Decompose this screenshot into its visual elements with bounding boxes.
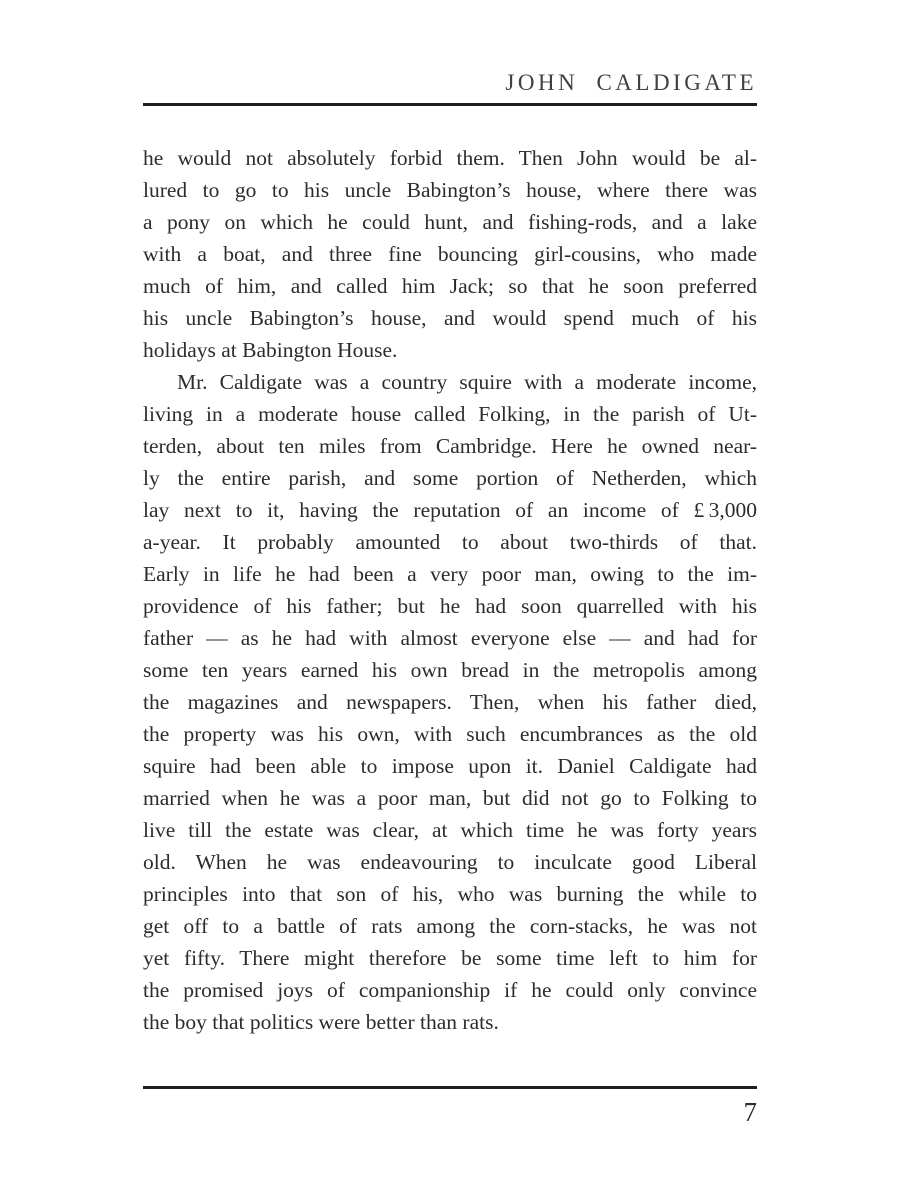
paragraph <box>143 366 757 1038</box>
text-line: providence of his father; but he had soon quarrelled with his <box>143 594 757 618</box>
text-line: father — as he had with almost everyone else — and had for <box>143 626 757 650</box>
text-line: holidays at Babington House. <box>143 338 398 362</box>
text-line: some ten years earned his own bread in the metropolis among <box>143 658 757 682</box>
page-number: 7 <box>743 1097 757 1127</box>
text-line: the boy that politics were better than rats. <box>143 1010 499 1034</box>
text-line: ly the entire parish, and some portion of Netherden, which <box>143 466 757 490</box>
text-line: his uncle Babington’s house, and would spend much of his <box>143 306 757 330</box>
text-line: yet fifty. There might therefore be some time left to him for <box>143 946 757 970</box>
text-line: much of him, and called him Jack; so that he soon preferred <box>143 274 757 298</box>
text-line: married when he was a poor man, but did not go to Folking to <box>143 786 757 810</box>
text-line: with a boat, and three fine bouncing girl-cousins, who made <box>143 242 757 266</box>
text-line: living in a moderate house called Folking, in the parish of Ut- <box>143 402 757 426</box>
text-line: live till the estate was clear, at which time he was forty years <box>143 818 757 842</box>
text-line: principles into that son of his, who was burning the while to <box>143 882 757 906</box>
text-line: Early in life he had been a very poor man, owing to the im- <box>143 562 757 586</box>
text-line: get off to a battle of rats among the corn-stacks, he was not <box>143 914 757 938</box>
text-line: terden, about ten miles from Cambridge. Here he owned near- <box>143 434 757 458</box>
text-line: the promised joys of companionship if he could only convince <box>143 978 757 1002</box>
text-line: Mr. Caldigate was a country squire with a moderate income, <box>177 370 757 394</box>
text-line: lay next to it, having the reputation of an income of £ 3,000 <box>143 498 757 522</box>
paragraph <box>143 142 757 366</box>
running-header <box>143 70 757 96</box>
text-line: he would not absolutely forbid them. Then John would be al- <box>143 146 757 170</box>
text-line: the property was his own, with such encumbrances as the old <box>143 722 757 746</box>
text-line: a pony on which he could hunt, and fishing-rods, and a lake <box>143 210 757 234</box>
book-title: JOHN CALDIGATE <box>505 70 757 95</box>
footer-rule <box>143 1086 757 1089</box>
text-line: squire had been able to impose upon it. Daniel Caldigate had <box>143 754 757 778</box>
text-line: a-year. It probably amounted to about two-thirds of that. <box>143 530 757 554</box>
text-line: lured to go to his uncle Babington’s house, where there was <box>143 178 757 202</box>
header-rule <box>143 103 757 106</box>
text-line: the magazines and newspapers. Then, when his father died, <box>143 690 757 714</box>
page-text <box>143 142 757 1038</box>
text-line: old. When he was endeavouring to inculcate good Liberal <box>143 850 757 874</box>
